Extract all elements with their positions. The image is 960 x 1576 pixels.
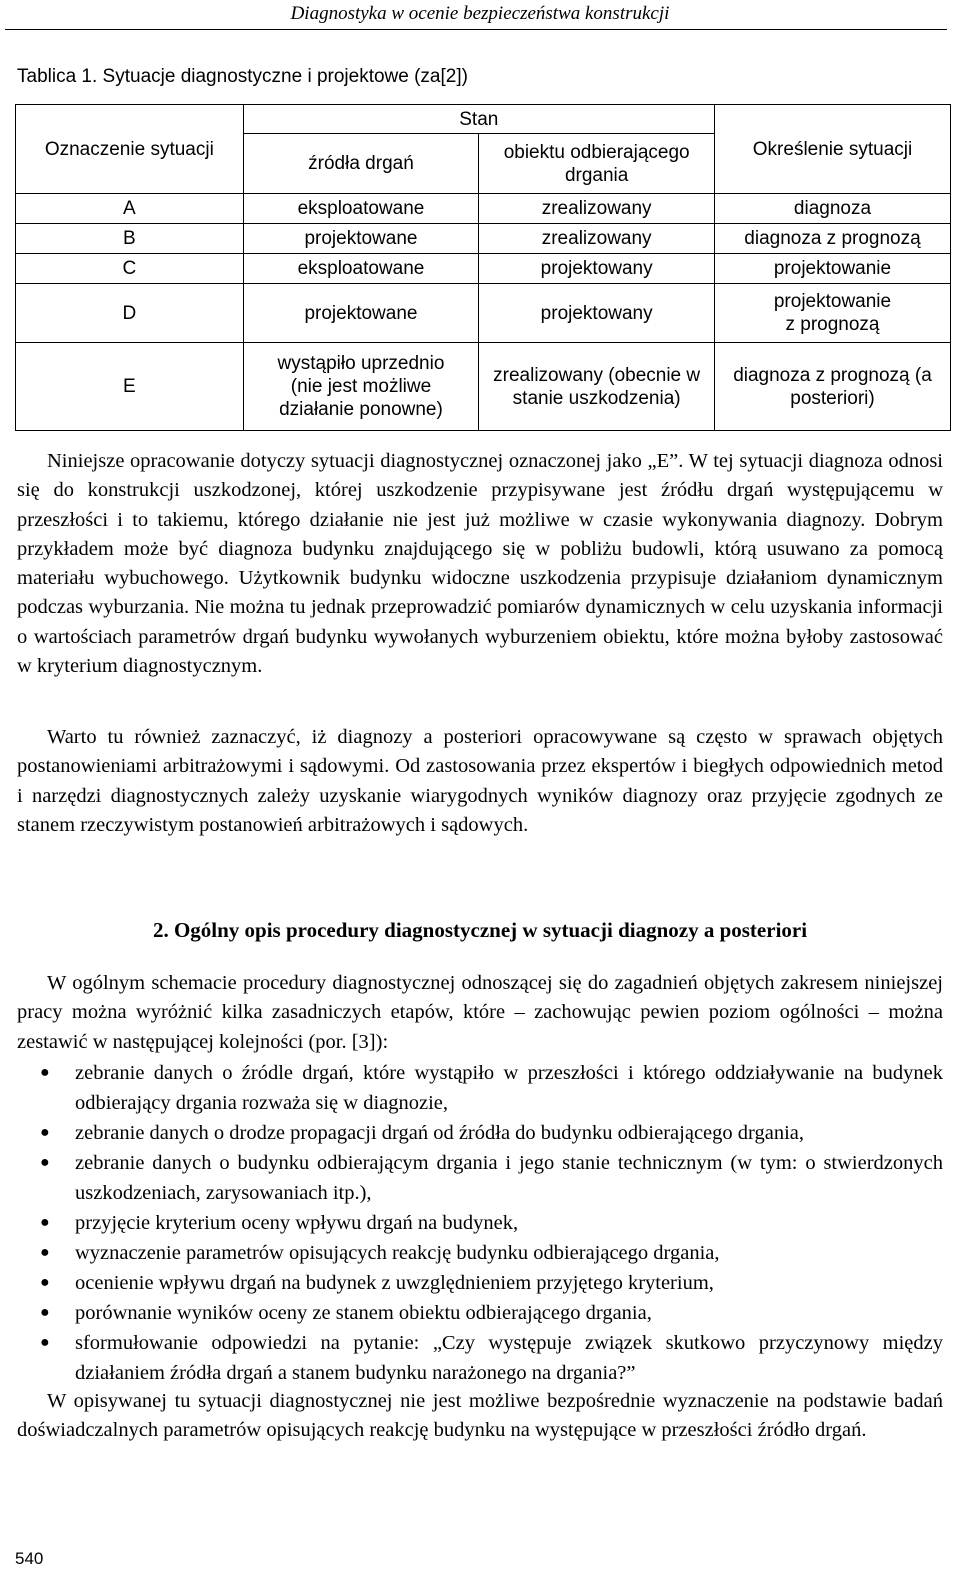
cell-definition: diagnoza z prognozą (714, 224, 950, 254)
bullet-icon: ● (40, 1304, 50, 1321)
bullet-icon: ● (40, 1064, 50, 1081)
cell-definition: projektowanie z prognozą (714, 284, 950, 343)
paragraph-1: Niniejsze opracowanie dotyczy sytuacji diagnostycznej oznaczonej jako „E”. W tej sytuacji diagnoza odnosi się do konstrukcji uszkodzonej, której uszkodzenie przypisywane jest źródłu drgań występującemu w przeszłości i to takiemu, którego działanie nie jest już możliwe w czasie wykonywania diagnozy. Dobrym przykładem może być diagnoza budynku znajdującego się w pobliżu budowli, którą usuwano za pomocą materiału wybuchowego. Użytkownik budynku widoczne uszkodzenia przypisuje działaniom dynamicznym podczas wyburzania. Nie można tu jednak przeprowadzić pomiarów dynamicznych w celu uzyskania informacji o wartościach parametrów drgań budynku wywołanych wyburzeniem obiektu, które można byłoby zastosować w kryterium diagnostycznym. (17, 450, 943, 678)
procedure-steps-list (17, 1058, 943, 1388)
paragraph-4: W opisywanej tu sytuacji diagnostycznej nie jest możliwe bezpośrednie wyznaczenie na podstawie badań doświadczalnych parametrów opisujących reakcję budynku na występujące w przeszłości źródło drgań. (17, 1390, 943, 1442)
paragraph-2: Warto tu również zaznaczyć, iż diagnozy a posteriori opracowywane są często w sprawach objętych postanowieniami arbitrażowymi i sądowymi. Od zastosowania przez ekspertów i biegłych odpowiednich metod i narzędzi diagnostycznych zależy uzyskanie wiarygodnych wyników diagnozy oraz przyjęcie zgodnych ze stanem rzeczywistym postanowień arbitrażowych i sądowych. (17, 726, 943, 836)
cell-id: B (16, 224, 244, 254)
header-divider (5, 29, 947, 30)
list-item (17, 1238, 943, 1268)
cell-id: A (16, 194, 244, 224)
bullet-icon: ● (40, 1154, 50, 1171)
header-designation: Oznaczenie sytuacji (16, 105, 244, 194)
table-row (16, 343, 951, 431)
cell-source: eksploatowane (243, 254, 479, 284)
table-row (16, 194, 951, 224)
list-item (17, 1208, 943, 1238)
paragraph-3: W ogólnym schemacie procedury diagnostycznej odnoszącej się do zagadnień objętych zakresem niniejszej pracy można wyróżnić kilka zasadniczych etapów, które – zachowując pewien poziom ogólności – można zestawić w następującej kolejności (por. [3]): (17, 972, 943, 1053)
cell-source: eksploatowane (243, 194, 479, 224)
cell-id: E (16, 343, 244, 431)
table-header-row (16, 105, 951, 134)
cell-id: C (16, 254, 244, 284)
header-receiver: obiektu odbierającego drgania (479, 134, 715, 194)
bullet-icon: ● (40, 1214, 50, 1231)
cell-receiver: zrealizowany (479, 194, 715, 224)
table-row (16, 284, 951, 343)
list-item-text: zebranie danych o drodze propagacji drgań od źródła do budynku odbierającego drgania, (75, 1122, 804, 1144)
table-row (16, 224, 951, 254)
bullet-icon: ● (40, 1244, 50, 1261)
list-item-text: sformułowanie odpowiedzi na pytanie: „Czy występuje związek skutkowo przyczynowy między działaniem źródła drgań a stanem budynku narażonego na drgania?” (75, 1332, 943, 1384)
list-item-text: wyznaczenie parametrów opisujących reakcję budynku odbierającego drgania, (75, 1242, 720, 1264)
cell-source: projektowane (243, 284, 479, 343)
table-row (16, 254, 951, 284)
cell-definition: diagnoza (714, 194, 950, 224)
cell-definition: diagnoza z prognozą (a posteriori) (714, 343, 950, 431)
page-number: 540 (15, 1549, 44, 1568)
list-item (17, 1298, 943, 1328)
bullet-icon: ● (40, 1124, 50, 1141)
list-item-text: przyjęcie kryterium oceny wpływu drgań na budynek, (75, 1212, 519, 1234)
cell-receiver: projektowany (479, 284, 715, 343)
cell-receiver: projektowany (479, 254, 715, 284)
list-item-text: zebranie danych o budynku odbierającym drgania i jego stanie technicznym (w tym: o stwierdzonych uszkodzeniach, zarysowaniach itp.), (75, 1152, 943, 1204)
list-item-text: ocenienie wpływu drgań na budynek z uwzględnieniem przyjętego kryterium, (75, 1272, 714, 1294)
list-item-text: zebranie danych o źródle drgań, które wystąpiło w przeszłości i którego oddziaływanie na budynek odbierający drgania rozważa się w diagnozie, (75, 1062, 943, 1114)
header-state-group: Stan (243, 105, 714, 134)
list-item (17, 1268, 943, 1298)
cell-receiver: zrealizowany (obecnie w stanie uszkodzenia) (479, 343, 715, 431)
list-item (17, 1058, 943, 1118)
cell-id: D (16, 284, 244, 343)
section-heading: 2. Ogólny opis procedury diagnostycznej w sytuacji diagnozy a posteriori (152, 918, 808, 942)
list-item (17, 1328, 943, 1388)
cell-definition: projektowanie (714, 254, 950, 284)
cell-receiver: zrealizowany (479, 224, 715, 254)
bullet-icon: ● (40, 1274, 50, 1291)
cell-source: projektowane (243, 224, 479, 254)
list-item (17, 1118, 943, 1148)
table-caption: Tablica 1. Sytuacje diagnostyczne i projektowe (za[2]) (17, 66, 468, 87)
running-header: Diagnostyka w ocenie bezpieczeństwa konstrukcji (290, 3, 670, 24)
list-item-text: porównanie wyników oceny ze stanem obiektu odbierającego drgania, (75, 1302, 652, 1324)
situations-table (15, 104, 951, 431)
header-definition: Określenie sytuacji (714, 105, 950, 194)
cell-source: wystąpiło uprzednio (nie jest możliwe działanie ponowne) (243, 343, 479, 431)
header-source: źródła drgań (243, 134, 479, 194)
bullet-icon: ● (40, 1334, 50, 1351)
list-item (17, 1148, 943, 1208)
